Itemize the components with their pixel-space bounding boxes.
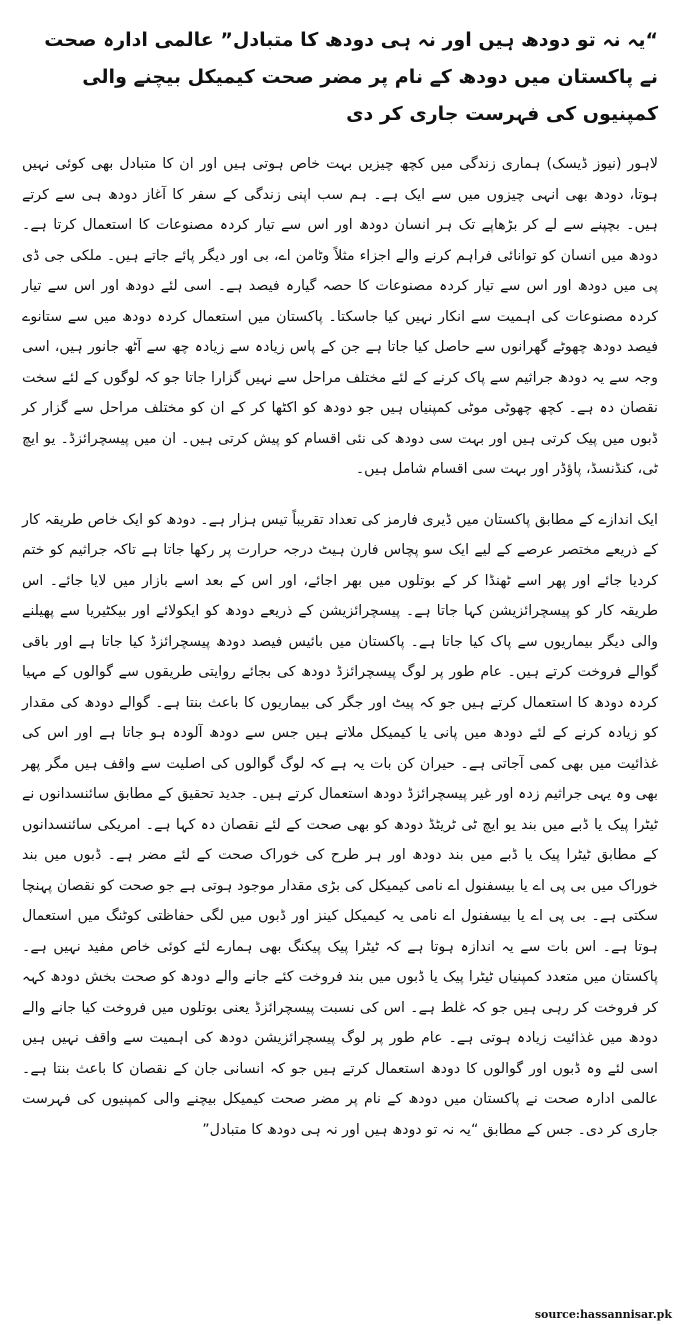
- article-paragraph-1: لاہور (نیوز ڈیسک) ہماری زندگی میں کچھ چیزیں بہت خاص ہوتی ہیں اور ان کا متبادل بھی کوئی نہیں ہوتا، دودھ بھی انہی چیزوں میں سے ایک ہے۔ ہم سب اپنی زندگی کے سفر کا آغاز دودھ ہی سے کرتے ہیں۔ بچپنے سے لے کر بڑھاپے تک ہر انسان دودھ اور اس سے تیار کردہ مصنوعات کا استعمال کرتا ہے۔ دودھ میں انسان کو توانائی فراہم کرنے والے اجزاء مثلاً وٹامن اے، بی اور دیگر پائے جاتے ہیں۔ ملکی جی ڈی پی میں دودھ اور اس سے تیار کردہ مصنوعات کا حصہ گیارہ فیصد ہے۔ اسی لئے دودھ اور اس سے تیار کردہ مصنوعات کی اہمیت سے انکار نہیں کیا جاسکتا۔ پاکستان میں استعمال کردہ دودھ میں سے ستانوے فیصد دودھ چھوٹے گھرانوں سے حاصل کیا جاتا ہے جن کے پاس زیادہ سے زیادہ چھ سے آٹھ جانور ہیں، اسی وجہ سے یہ دودھ جراثیم سے پاک کرنے کے لئے مختلف مراحل سے نہیں گزارا جاتا جو کہ لوگوں کے لئے سخت نقصان دہ ہے۔ کچھ چھوٹی موٹی کمپنیاں ہیں جو دودھ کو اکٹھا کر کے ان کو مختلف مراحل سے گزار کر ڈبوں میں پیک کرتی ہیں اور بہت سی دودھ کی نئی اقسام کو پیش کرتی ہیں۔ ان میں پیسچرائزڈ۔ یو ایچ ٹی، کنڈنسڈ، پاؤڈر اور بہت سی اقسام شامل ہیں۔: [22, 156, 658, 477]
- article-headline: “یہ نہ تو دودھ ہیں اور نہ ہی دودھ کا متبادل” عالمی ادارہ صحت نے پاکستان میں دودھ کے نام پر مضر صحت کیمیکل بیچنے والی کمپنیوں کی فہرست جاری کر دی: [44, 29, 658, 125]
- article-body: [22, 149, 658, 1145]
- article-paragraph-2: ایک اندازے کے مطابق پاکستان میں ڈیری فارمز کی تعداد تقریباً تیس ہزار ہے۔ دودھ کو ایک خاص طریقہ کار کے ذریعے مختصر عرصے کے لیے ایک سو پچاس فارن ہیٹ درجہ حرارت پر رکھا جاتا ہے تاکہ جراثیم کو ختم کردیا جائے اور پھر اسے ٹھنڈا کر کے بوتلوں میں بھر اجائے، اور اس کے بعد اسے بازار میں لایا جائے۔ اس طریقہ کار کو پیسچرائزیشن کہا جاتا ہے۔ پیسچرائزیشن کے ذریعے دودھ کو ایکولائے اور بیکٹیریا سے پھیلنے والی دیگر بیماریوں سے پاک کیا جاتا ہے۔ پاکستان میں بائیس فیصد دودھ پیسچرائزڈ کیا جاتا ہے اور باقی گوالے فروخت کرتے ہیں۔ عام طور پر لوگ پیسچرائزڈ دودھ کی بجائے روایتی طریقوں سے گوالوں کے مہیا کردہ دودھ کا استعمال کرتے ہیں جو کہ پیٹ اور جگر کی بیماریوں کا باعث بنتا ہے۔ گوالے دودھ کی مقدار کو زیادہ کرنے کے لئے دودھ میں پانی یا کیمیکل ملاتے ہیں جس سے دودھ آلودہ ہو جاتا ہے اور اس کی غذائیت میں بھی کمی آجاتی ہے۔ حیران کن بات یہ ہے کہ لوگ گوالوں کی اصلیت سے واقف ہیں مگر پھر بھی وہ یہی جراثیم زدہ اور غیر پیسچرائزڈ دودھ استعمال کرتے ہیں۔ جدید تحقیق کے مطابق سائنسدانوں نے ٹیٹرا پیک یا ڈبے میں بند یو ایچ ٹی ٹریٹڈ دودھ کو بھی صحت کے لئے نقصان دہ کہا ہے۔ امریکی سائنسدانوں کے مطابق ٹیٹرا پیک یا ڈبے میں بند دودھ اور ہر طرح کی خوراک صحت کے لئے مضر ہے۔ ڈبوں میں بند خوراک میں بی پی اے یا بیسفنول اے نامی کیمیکل کی بڑی مقدار موجود ہوتی ہے جو صحت کو نقصان پہنچا سکتی ہے۔ بی پی اے یا بیسفنول اے نامی یہ کیمیکل کینز اور ڈبوں میں لگی حفاظتی کوٹنگ میں استعمال ہوتا ہے۔ اس بات سے یہ اندازہ ہوتا ہے کہ ٹیٹرا پیک پیکنگ بھی ہمارے لئے کوئی خاص مفید نہیں ہے۔ پاکستان میں متعدد کمپنیاں ٹیٹرا پیک یا ڈبوں میں بند فروخت کئے جانے والے دودھ کو صحت بخش دودھ کہہ کر فروخت کر رہی ہیں جو کہ غلط ہے۔ اس کی نسبت پیسچرائزڈ یعنی بوتلوں میں فروخت کیا جانے والے دودھ میں غذائیت زیادہ ہوتی ہے۔ عام طور پر لوگ پیسچرائزیشن دودھ کی اہمیت سے واقف نہیں ہیں اسی لئے وہ ڈبوں اور گوالوں کا دودھ استعمال کرتے ہیں جو کہ انسانی جان کے نقصان کا باعث بنتا ہے۔ عالمی ادارہ صحت نے پاکستان میں دودھ کے نام پر مضر صحت کیمیکل بیچنے والی کمپنیوں کی فہرست جاری کر دی۔ جس کے مطابق “یہ نہ تو دودھ ہیں اور نہ ہی دودھ کا متبادل”: [22, 511, 658, 1138]
- source-credit: source:hassannisar.pk: [534, 1308, 672, 1321]
